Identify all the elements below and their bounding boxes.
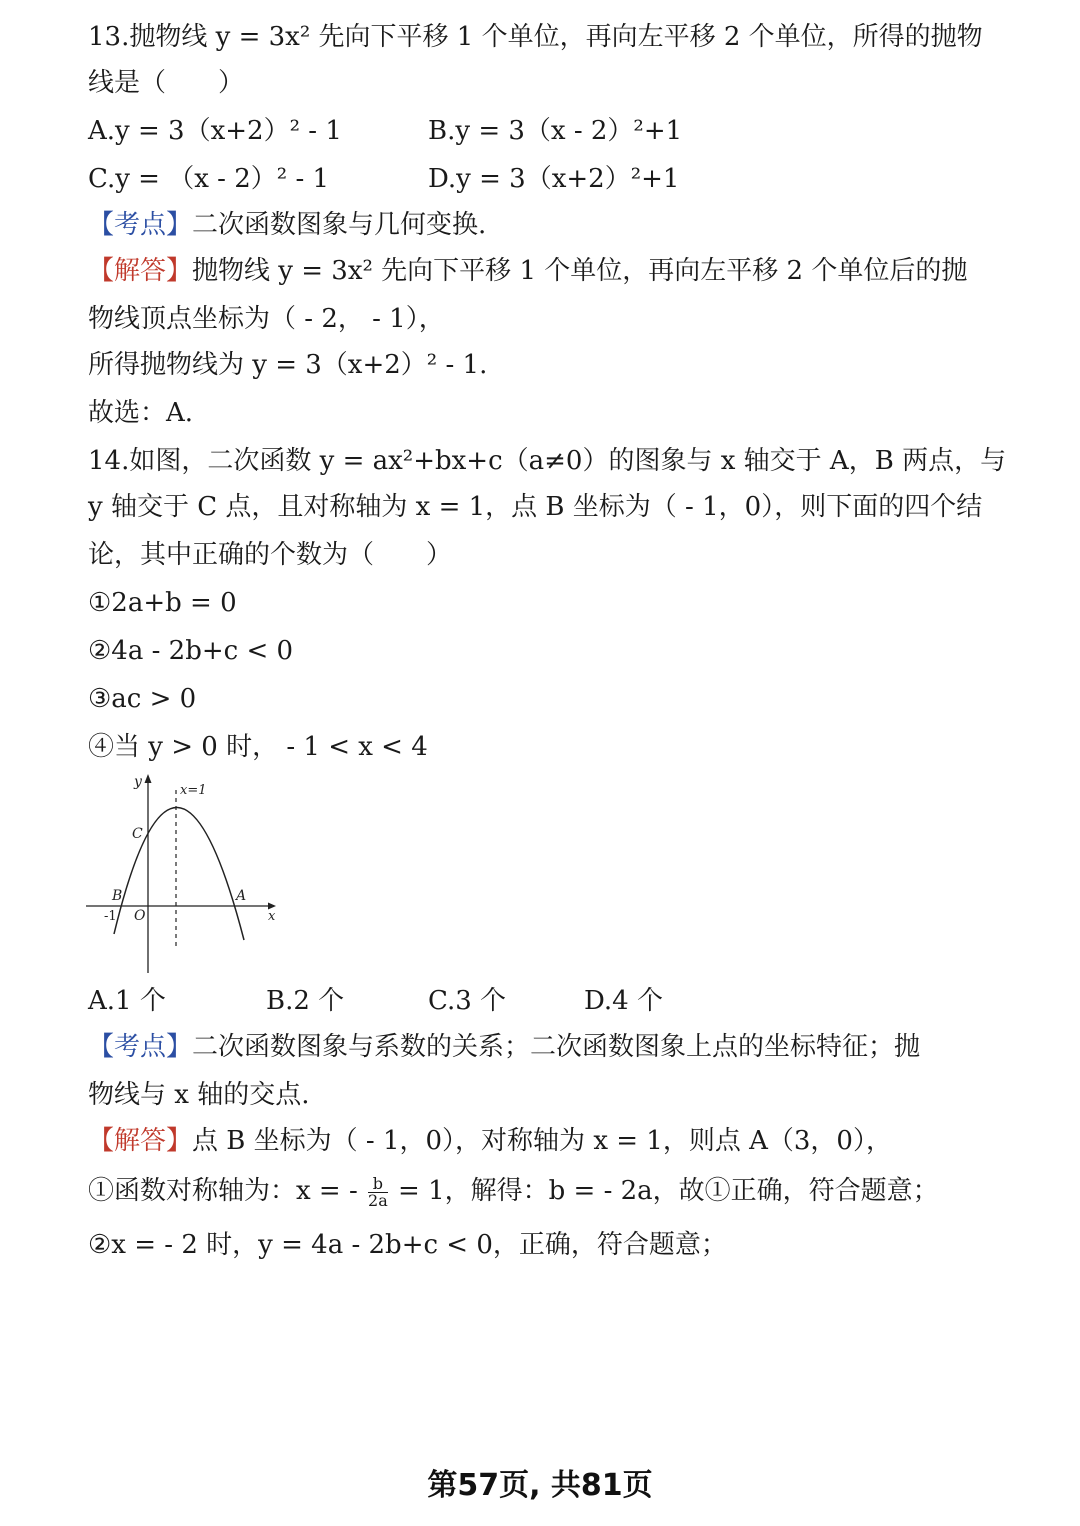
q14-conclusion-2: ②4a - 2b+c < 0 bbox=[88, 636, 294, 666]
q14-stem-line3: 论，其中正确的个数为（ ） bbox=[88, 540, 453, 570]
kaodian-tag: 【考点】 bbox=[88, 1032, 193, 1062]
point-c-label: C bbox=[132, 826, 143, 842]
point-a-label: A bbox=[236, 888, 247, 904]
jieda-text: 抛物线 y = 3x² 先向下平移 1 个单位，再向左平移 2 个单位后的抛 bbox=[192, 256, 968, 286]
q14-conclusion-4: ④当 y > 0 时， - 1 < x < 4 bbox=[88, 732, 428, 762]
fraction-numerator: b bbox=[368, 1176, 388, 1193]
q14-option-c: C.3 个 bbox=[428, 986, 507, 1016]
q13-jieda-line2: 物线顶点坐标为（ - 2， - 1）， bbox=[88, 304, 445, 334]
kaodian-tag: 【考点】 bbox=[88, 210, 193, 240]
page-footer: 第57页, 共81页 bbox=[427, 1468, 653, 1503]
q14-jieda-line2 bbox=[88, 1174, 939, 1209]
q13-option-c: C.y = （x - 2）² - 1 bbox=[88, 164, 330, 194]
q14-conclusion-3: ③ac > 0 bbox=[88, 684, 197, 714]
q14-jieda-line3: ②x = - 2 时，y = 4a - 2b+c < 0，正确，符合题意； bbox=[88, 1230, 727, 1260]
q14-kaodian-line2: 物线与 x 轴的交点. bbox=[88, 1080, 310, 1110]
neg-one-label: -1 bbox=[104, 909, 117, 924]
q13-option-d: D.y = 3（x+2）²+1 bbox=[428, 164, 680, 194]
symmetry-axis-label: x=1 bbox=[180, 783, 207, 798]
q14-kaodian-line1 bbox=[88, 1030, 920, 1064]
jieda-tag: 【解答】 bbox=[88, 1126, 193, 1156]
q14-jieda-line1 bbox=[88, 1124, 892, 1158]
q14-stem-line1: 14.如图，二次函数 y = ax²+bx+c（a≠0）的图象与 x 轴交于 A，B 两点，与 bbox=[88, 446, 1007, 476]
q14-option-b: B.2 个 bbox=[266, 986, 345, 1016]
q13-jieda-line1 bbox=[88, 254, 967, 288]
q13-option-a: A.y = 3（x+2）² - 1 bbox=[88, 116, 342, 146]
jieda-text: ①函数对称轴为：x = - bbox=[88, 1176, 367, 1206]
jieda-tag: 【解答】 bbox=[88, 256, 193, 286]
y-axis-label: y bbox=[134, 774, 142, 790]
q13-option-b: B.y = 3（x - 2）²+1 bbox=[428, 116, 683, 146]
q13-jieda-line3: 所得抛物线为 y = 3（x+2）² - 1. bbox=[88, 350, 488, 380]
origin-label: O bbox=[134, 908, 146, 924]
kaodian-text: 二次函数图象与几何变换. bbox=[192, 210, 487, 240]
q14-stem-line2: y 轴交于 C 点，且对称轴为 x = 1，点 B 坐标为（ - 1，0），则下面的四个结 bbox=[88, 492, 983, 522]
fraction-b-over-2a bbox=[368, 1173, 388, 1210]
q14-conclusion-1: ①2a+b = 0 bbox=[88, 588, 237, 618]
q13-stem-line1: 13.抛物线 y = 3x² 先向下平移 1 个单位，再向左平移 2 个单位，所得的抛物 bbox=[88, 22, 983, 52]
parabola-graph bbox=[86, 768, 286, 978]
kaodian-text: 二次函数图象与系数的关系；二次函数图象上点的坐标特征；抛 bbox=[192, 1032, 921, 1062]
fraction-denominator: 2a bbox=[368, 1190, 388, 1210]
q13-stem-line2: 线是（ ） bbox=[88, 68, 245, 98]
q14-option-d: D.4 个 bbox=[584, 986, 663, 1016]
q14-option-a: A.1 个 bbox=[88, 986, 166, 1016]
x-axis-label: x bbox=[268, 909, 276, 924]
q13-kaodian bbox=[88, 208, 486, 242]
point-b-label: B bbox=[112, 888, 123, 904]
jieda-text: 点 B 坐标为（ - 1，0），对称轴为 x = 1，则点 A（3，0）， bbox=[192, 1126, 892, 1156]
q13-jieda-line4: 故选：A. bbox=[88, 398, 194, 428]
jieda-text: = 1，解得：b = - 2a，故①正确，符合题意； bbox=[389, 1176, 939, 1206]
y-axis-arrow bbox=[145, 774, 152, 783]
